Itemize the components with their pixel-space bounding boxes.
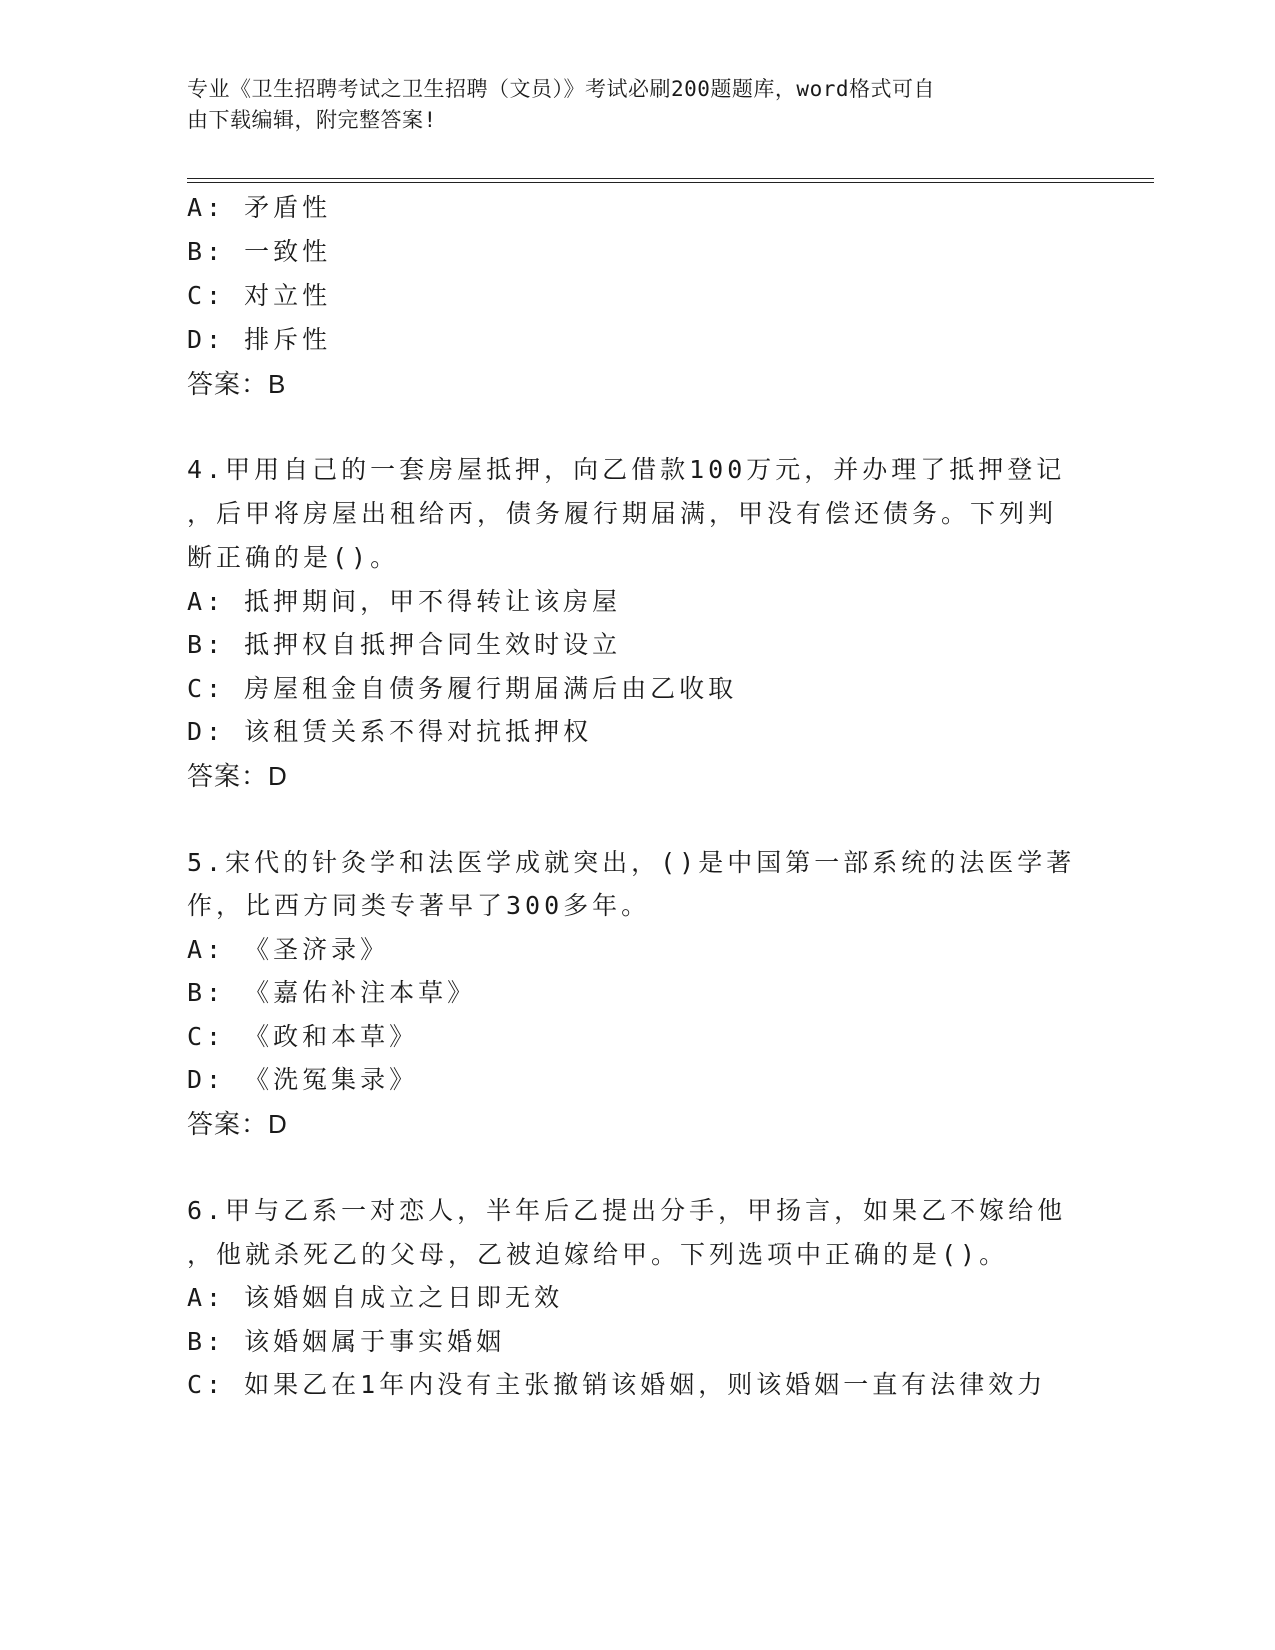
- q5-answer: 答案：D: [187, 1109, 288, 1139]
- q3-option-c: C: 对立性: [187, 281, 332, 310]
- q6-option-a: A: 该婚姻自成立之日即无效: [187, 1283, 564, 1312]
- q4-stem-line-1: 4.甲用自己的一套房屋抵押，向乙借款100万元，并办理了抵押登记: [187, 455, 1066, 484]
- q6-option-b: B: 该婚姻属于事实婚姻: [187, 1327, 506, 1356]
- q3-option-a: A: 矛盾性: [187, 193, 332, 222]
- q3-answer: 答案：B: [187, 369, 287, 399]
- q3-option-d: D: 排斥性: [187, 325, 332, 354]
- header-divider-top: [187, 178, 1154, 179]
- q4-stem-line-2: ，后甲将房屋出租给丙，债务履行期届满，甲没有偿还债务。下列判: [187, 499, 1058, 528]
- q6-stem-line-2: ，他就杀死乙的父母，乙被迫嫁给甲。下列选项中正确的是()。: [187, 1240, 1009, 1269]
- q4-stem-line-3: 断正确的是()。: [187, 543, 400, 572]
- header-line-2: 由下载编辑，附完整答案!: [187, 108, 437, 132]
- header-divider-bottom: [187, 182, 1154, 183]
- q4-answer: 答案：D: [187, 761, 288, 791]
- q4-option-d: D: 该租赁关系不得对抗抵押权: [187, 717, 593, 746]
- header-line-1: 专业《卫生招聘考试之卫生招聘（文员）》考试必刷200题题库，word格式可自: [187, 77, 935, 101]
- q5-option-c: C: 《政和本草》: [187, 1022, 419, 1051]
- q5-option-d: D: 《洗冤集录》: [187, 1065, 419, 1094]
- q4-option-b: B: 抵押权自抵押合同生效时设立: [187, 630, 622, 659]
- q4-option-c: C: 房屋租金自债务履行期届满后由乙收取: [187, 674, 738, 703]
- document-header: [187, 74, 1067, 136]
- q5-stem-line-1: 5.宋代的针灸学和法医学成就突出，()是中国第一部系统的法医学著: [187, 848, 1076, 877]
- q3-option-b: B: 一致性: [187, 237, 332, 266]
- q6-stem-line-1: 6.甲与乙系一对恋人，半年后乙提出分手，甲扬言，如果乙不嫁给他: [187, 1196, 1067, 1225]
- q5-option-b: B: 《嘉佑补注本草》: [187, 978, 477, 1007]
- q6-option-c: C: 如果乙在1年内没有主张撤销该婚姻，则该婚姻一直有法律效力: [187, 1370, 1047, 1399]
- q5-stem-line-2: 作，比西方同类专著早了300多年。: [187, 891, 651, 920]
- q5-option-a: A: 《圣济录》: [187, 935, 390, 964]
- q4-option-a: A: 抵押期间，甲不得转让该房屋: [187, 587, 622, 616]
